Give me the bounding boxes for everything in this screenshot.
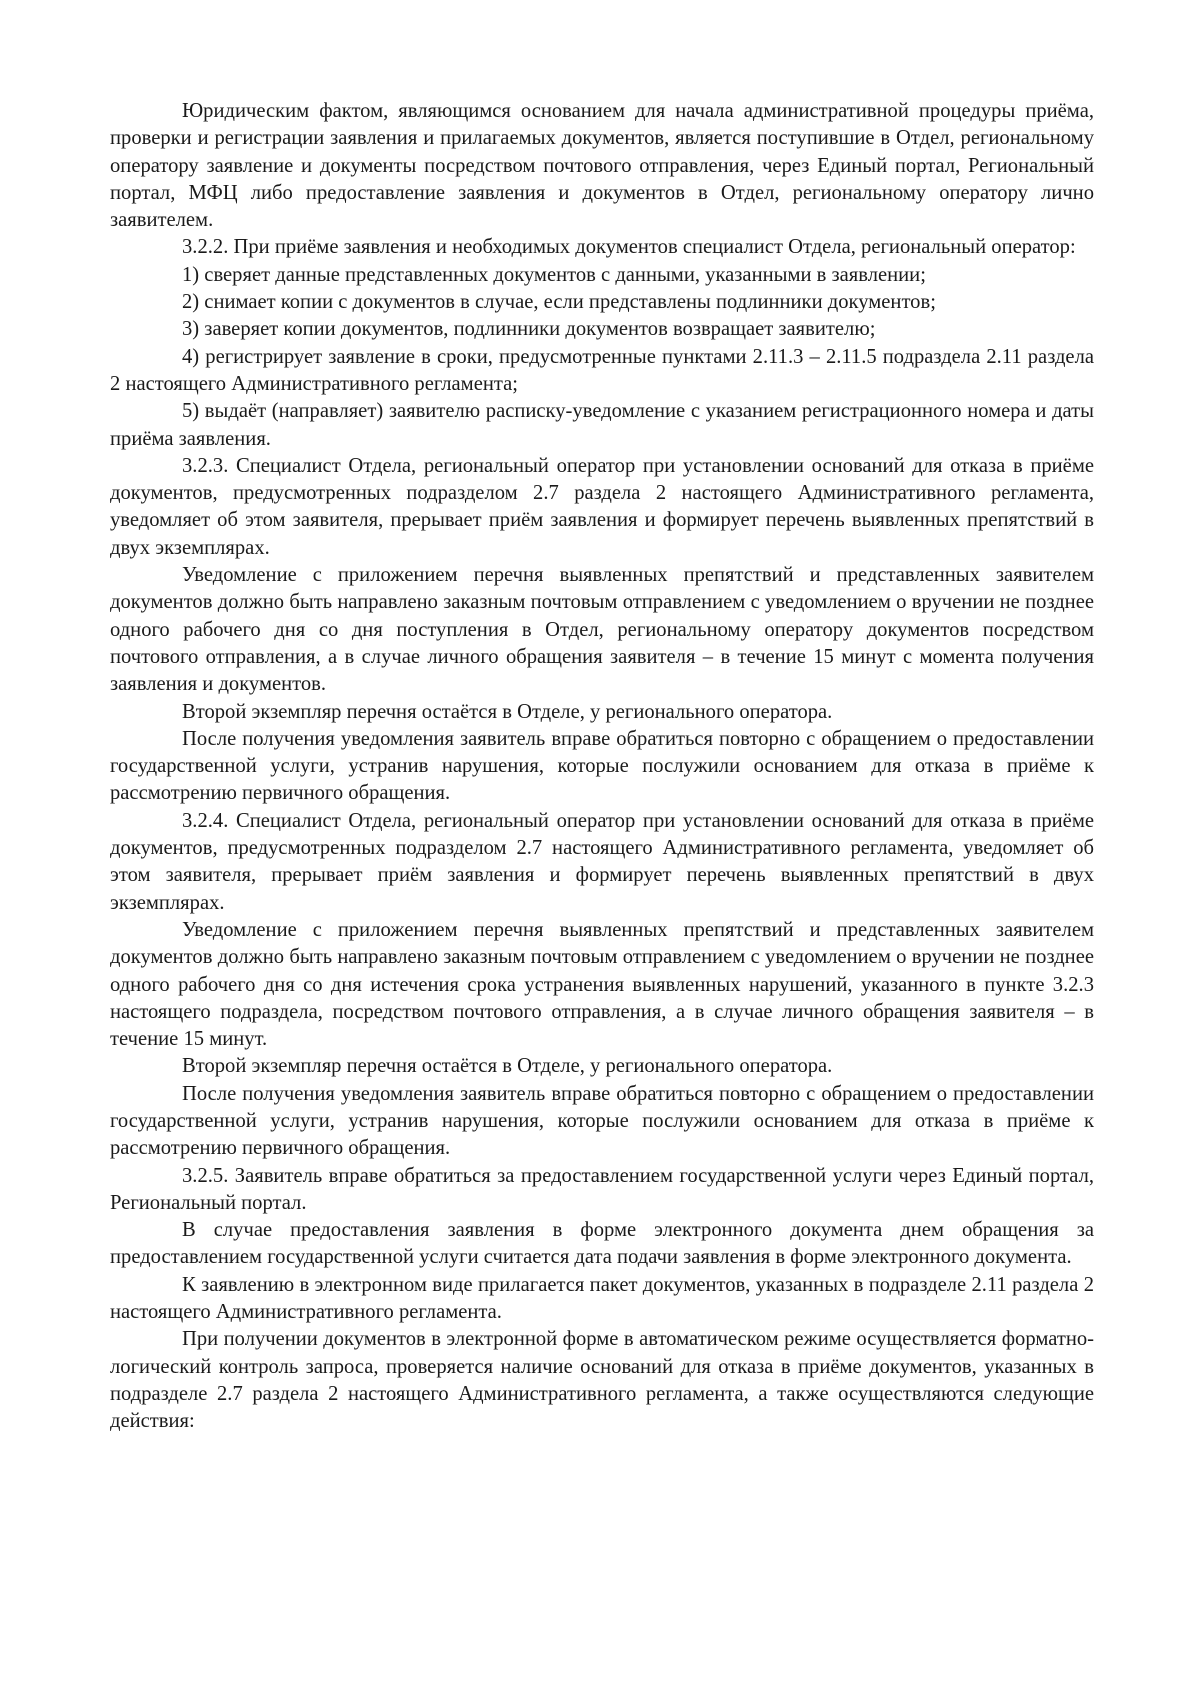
- paragraph-second-copy-1: Второй экземпляр перечня остаётся в Отделе, у регионального оператора.: [182, 700, 833, 723]
- paragraph-3-2-3: 3.2.3. Специалист Отдела, региональный оператор при установлении оснований для отказа в приёме документов, предусмотренных подразделом 2.7 раздела 2 настоящего Административного регламента, уведомляет об этом заявителя, прерывает приём заявления и формирует перечень выявленных препятствий в двух экземплярах.: [110, 454, 1094, 559]
- document-body: [110, 98, 1094, 1436]
- paragraph-3-2-2: 3.2.2. При приёме заявления и необходимых документов специалист Отдела, региональный оператор:: [182, 236, 1076, 259]
- paragraph-legal-fact: Юридическим фактом, являющимся основанием для начала административной процедуры приёма, проверки и регистрации заявления и прилагаемых документов, является поступившие в Отдел, региональному оператору заявление и документы посредством почтового отправления, через Единый портал, Региональный портал, МФЦ либо предоставление заявления и документов в Отдел, региональному оператору лично заявителем.: [110, 100, 1094, 232]
- paragraph-notification-1: Уведомление с приложением перечня выявленных препятствий и представленных заявителем документов должно быть направлено заказным почтовым отправлением с уведомлением о вручении не позднее одного рабочего дня со дня поступления в Отдел, региональному оператору документов посредством почтового отправления, а в случае личного обращения заявителя – в течение 15 минут с момента получения заявления и документов.: [110, 564, 1094, 696]
- paragraph-second-copy-2: Второй экземпляр перечня остаётся в Отделе, у регионального оператора.: [182, 1055, 833, 1078]
- list-item-2: 2) снимает копии с документов в случае, если представлены подлинники документов;: [182, 291, 936, 314]
- paragraph-electronic-date: В случае предоставления заявления в форме электронного документа днем обращения за предоставлением государственной услуги считается дата подачи заявления в форме электронного документа.: [110, 1219, 1094, 1269]
- paragraph-3-2-5: 3.2.5. Заявитель вправе обратиться за предоставлением государственной услуги через Единый портал, Региональный портал.: [110, 1164, 1094, 1214]
- list-item-3: 3) заверяет копии документов, подлинники документов возвращает заявителю;: [182, 318, 876, 341]
- list-item-5: 5) выдаёт (направляет) заявителю расписку-уведомление с указанием регистрационного номера и даты приёма заявления.: [110, 400, 1094, 450]
- paragraph-electronic-package: К заявлению в электронном виде прилагается пакет документов, указанных в подразделе 2.11 раздела 2 настоящего Административного регламента.: [110, 1273, 1094, 1324]
- list-item-4: 4) регистрирует заявление в сроки, предусмотренные пунктами 2.11.3 – 2.11.5 подраздела 2.11 раздела 2 настоящего Административного регламента;: [110, 345, 1094, 395]
- paragraph-automatic-control: При получении документов в электронной форме в автоматическом режиме осуществляется форматно-логический контроль запроса, проверяется наличие оснований для отказа в приёме документов, указанных в подразделе 2.7 раздела 2 настоящего Административного регламента, а также осуществляются следующие действия:: [110, 1328, 1094, 1433]
- list-item-1: 1) сверяет данные представленных документов с данными, указанными в заявлении;: [182, 263, 926, 286]
- paragraph-reapply-1: После получения уведомления заявитель вправе обратиться повторно с обращением о предоставлении государственной услуги, устранив нарушения, которые послужили основанием для отказа в приёме к рассмотрению первичного обращения.: [110, 727, 1094, 805]
- paragraph-3-2-4: 3.2.4. Специалист Отдела, региональный оператор при установлении оснований для отказа в приёме документов, предусмотренных подразделом 2.7 настоящего Административного регламента, уведомляет об этом заявителя, прерывает приём заявления и формирует перечень выявленных препятствий в двух экземплярах.: [110, 809, 1094, 914]
- paragraph-reapply-2: После получения уведомления заявитель вправе обратиться повторно с обращением о предоставлении государственной услуги, устранив нарушения, которые послужили основанием для отказа в приёме к рассмотрению первичного обращения.: [110, 1082, 1094, 1160]
- paragraph-notification-2: Уведомление с приложением перечня выявленных препятствий и представленных заявителем документов должно быть направлено заказным почтовым отправлением с уведомлением о вручении не позднее одного рабочего дня со дня истечения срока устранения выявленных нарушений, указанного в пункте 3.2.3 настоящего подраздела, посредством почтового отправления, а в случае личного обращения заявителя – в течение 15 минут.: [110, 918, 1094, 1051]
